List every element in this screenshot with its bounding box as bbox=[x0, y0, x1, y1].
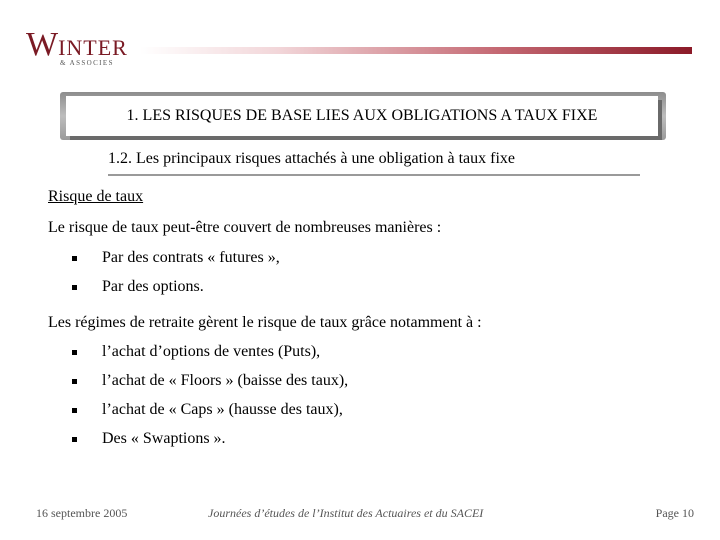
footer-page-number: Page 10 bbox=[655, 506, 694, 520]
slide-subtitle: 1.2. Les principaux risques attachés à une obligation à taux fixe bbox=[108, 150, 640, 176]
header-gradient-bar bbox=[140, 47, 692, 54]
title-banner bbox=[66, 96, 658, 136]
section-heading: Risque de taux bbox=[48, 188, 144, 205]
bullet-text: l’achat de « Floors » (baisse des taux), bbox=[102, 372, 349, 389]
bullet-square-icon bbox=[72, 350, 77, 355]
bullet-text: l’achat de « Caps » (hausse des taux), bbox=[102, 401, 343, 418]
company-logo bbox=[26, 26, 138, 70]
logo-initial: W bbox=[26, 26, 59, 63]
bullet-square-icon bbox=[72, 256, 77, 261]
footer-date: 16 septembre 2005 bbox=[36, 506, 128, 520]
logo-subtitle: & ASSOCIES bbox=[60, 59, 114, 67]
bullet-square-icon bbox=[72, 408, 77, 413]
logo-name-rest: INTER bbox=[58, 35, 128, 60]
bullet-square-icon bbox=[72, 285, 77, 290]
bullet-text: Par des contrats « futures », bbox=[102, 249, 280, 266]
bullet-text: Des « Swaptions ». bbox=[102, 430, 226, 447]
paragraph-regimes: Les régimes de retraite gèrent le risque de taux grâce notamment à : bbox=[48, 314, 482, 331]
bullet-text: l’achat d’options de ventes (Puts), bbox=[102, 343, 321, 360]
bullet-text: Par des options. bbox=[102, 278, 204, 295]
paragraph-intro: Le risque de taux peut-être couvert de nombreuses manières : bbox=[48, 219, 442, 236]
footer-event: Journées d’études de l’Institut des Actuaires et du SACEI bbox=[208, 506, 484, 520]
slide-title: 1. LES RISQUES DE BASE LIES AUX OBLIGATIONS A TAUX FIXE bbox=[126, 107, 598, 124]
bullet-square-icon bbox=[72, 379, 77, 384]
bullet-square-icon bbox=[72, 437, 77, 442]
